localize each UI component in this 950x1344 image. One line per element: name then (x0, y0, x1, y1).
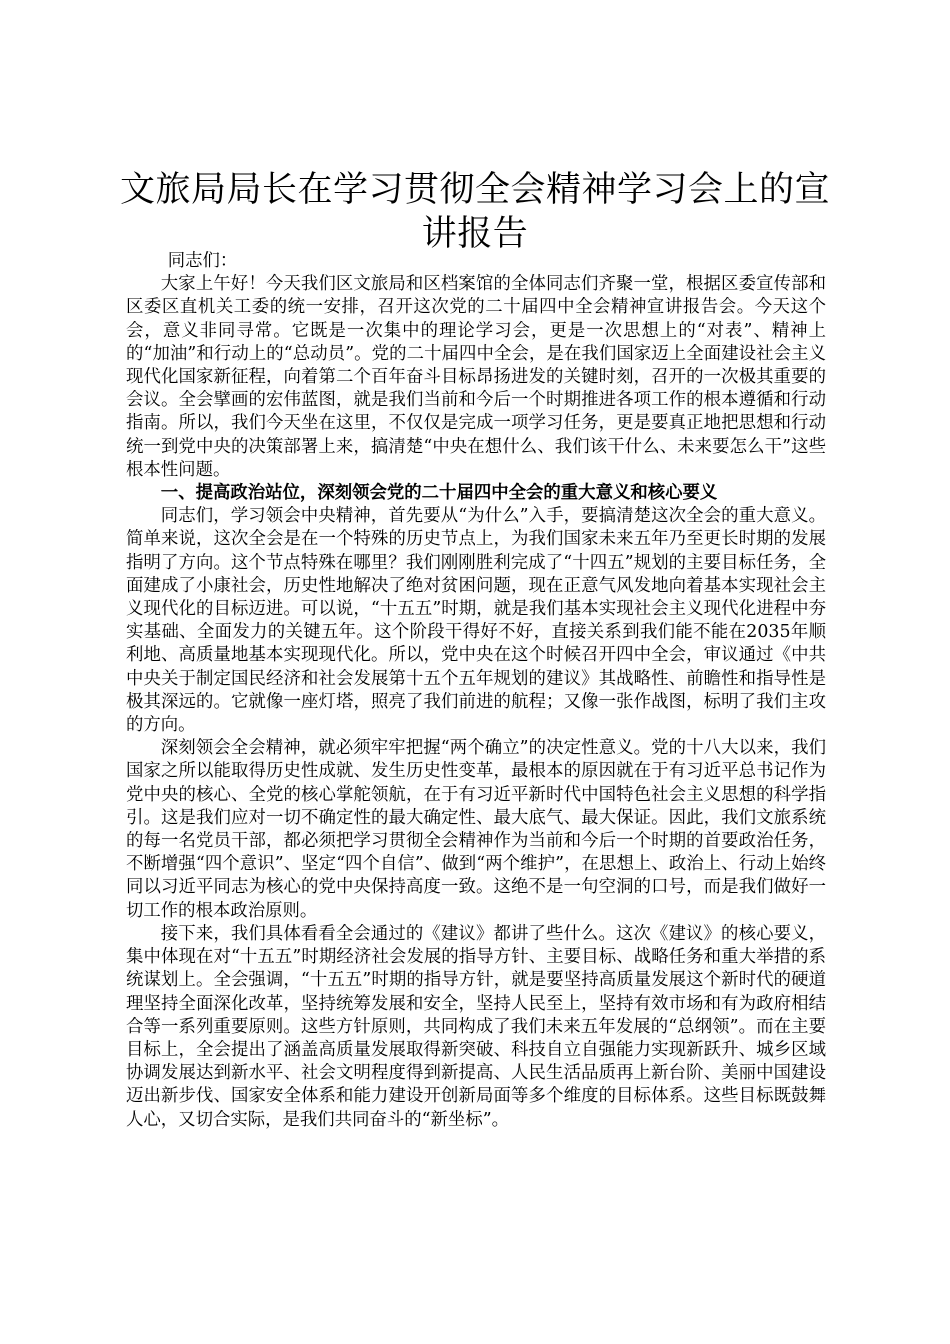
document-body (126, 250, 826, 1132)
section-paragraph-2: 深刻领会全会精神，就必须牢牢把握“两个确立”的决定性意义。党的十八大以来，我们国家之所以能取得历史性成就、发生历史性变革，最根本的原因就在于有习近平总书记作为党中央的核心、全党的核心掌舵领航，在于有习近平新时代中国特色社会主义思想的科学指引。这是我们应对一切不确定性的最大确定性、最大底气、最大保证。因此，我们文旅系统的每一名党员干部，都必须把学习贯彻全会精神作为当前和今后一个时期的首要政治任务，不断增强“四个意识”、坚定“四个自信”、做到“两个维护”，在思想上、政治上、行动上始终同以习近平同志为核心的党中央保持高度一致。这绝不是一句空洞的口号，而是我们做好一切工作的根本政治原则。 (126, 738, 826, 921)
section-paragraph-3: 接下来，我们具体看看全会通过的《建议》都讲了些什么。这次《建议》的核心要义，集中体现在对“十五五”时期经济社会发展的指导方针、主要目标、战略任务和重大举措的系统谋划上。全会强调，“十五五”时期的指导方针，就是要坚持高质量发展这个新时代的硬道理坚持全面深化改革，坚持统筹发展和安全，坚持人民至上，坚持有效市场和有为政府相结合等一系列重要原则。这些方针原则，共同构成了我们未来五年发展的“总纲领”。而在主要目标上，全会提出了涵盖高质量发展取得新突破、科技自立自强能力实现新跃升、城乡区域协调发展达到新水平、社会文明程度得到新提高、人民生活品质再上新台阶、美丽中国建设迈出新步伐、国家安全体系和能力建设开创新局面等多个维度的目标体系。这些目标既鼓舞人心，又切合实际，是我们共同奋斗的“新坐标”。 (126, 923, 826, 1130)
section-heading: 一、提高政治站位，深刻领会党的二十届四中全会的重大意义和核心要义 (160, 483, 718, 504)
intro-paragraph: 大家上午好！今天我们区文旅局和区档案馆的全体同志们齐聚一堂，根据区委宣传部和区委区直机关工委的统一安排，召开这次党的二十届四中全会精神宣讲报告会。今天这个会，意义非同寻常。它既是一次集中的理论学习会，更是一次思想上的“对表”、精神上的“加油”和行动上的“总动员”。党的二十届四中全会，是在我们国家迈上全面建设社会主义现代化国家新征程，向着第二个百年奋斗目标昂扬进发的关键时刻，召开的一次极其重要的会议。全会擘画的宏伟蓝图，就是我们当前和今后一个时期推进各项工作的根本遵循和行动指南。所以，我们今天坐在这里，不仅仅是完成一项学习任务，更是要真正地把思想和行动统一到党中央的决策部署上来，搞清楚“中央在想什么、我们该干什么、未来要怎么干”这些根本性问题。 (126, 274, 826, 480)
document-title: 文旅局局长在学习贯彻全会精神学习会上的宣讲报告 (120, 170, 831, 254)
greeting: 同志们： (167, 251, 238, 271)
section-paragraph-1: 同志们，学习领会中央精神，首先要从“为什么”入手，要搞清楚这次全会的重大意义。简单来说，这次全会是在一个特殊的历史节点上，为我们国家未来五年乃至更长时期的发展指明了方向。这个节点特殊在哪里？我们刚刚胜利完成了“十四五”规划的主要目标任务，全面建成了小康社会，历史性地解决了绝对贫困问题，现在正意气风发地向着基本实现社会主义现代化的目标迈进。可以说，“十五五”时期，就是我们基本实现社会主义现代化进程中夯实基础、全面发力的关键五年。这个阶段干得好不好，直接关系到我们能不能在2035年顺利地、高质量地基本实现现代化。所以，党中央在这个时候召开四中全会，审议通过《中共中央关于制定国民经济和社会发展第十五个五年规划的建议》其战略性、前瞻性和指导性是极其深远的。它就像一座灯塔，照亮了我们前进的航程；又像一张作战图，标明了我们主攻的方向。 (126, 506, 826, 736)
